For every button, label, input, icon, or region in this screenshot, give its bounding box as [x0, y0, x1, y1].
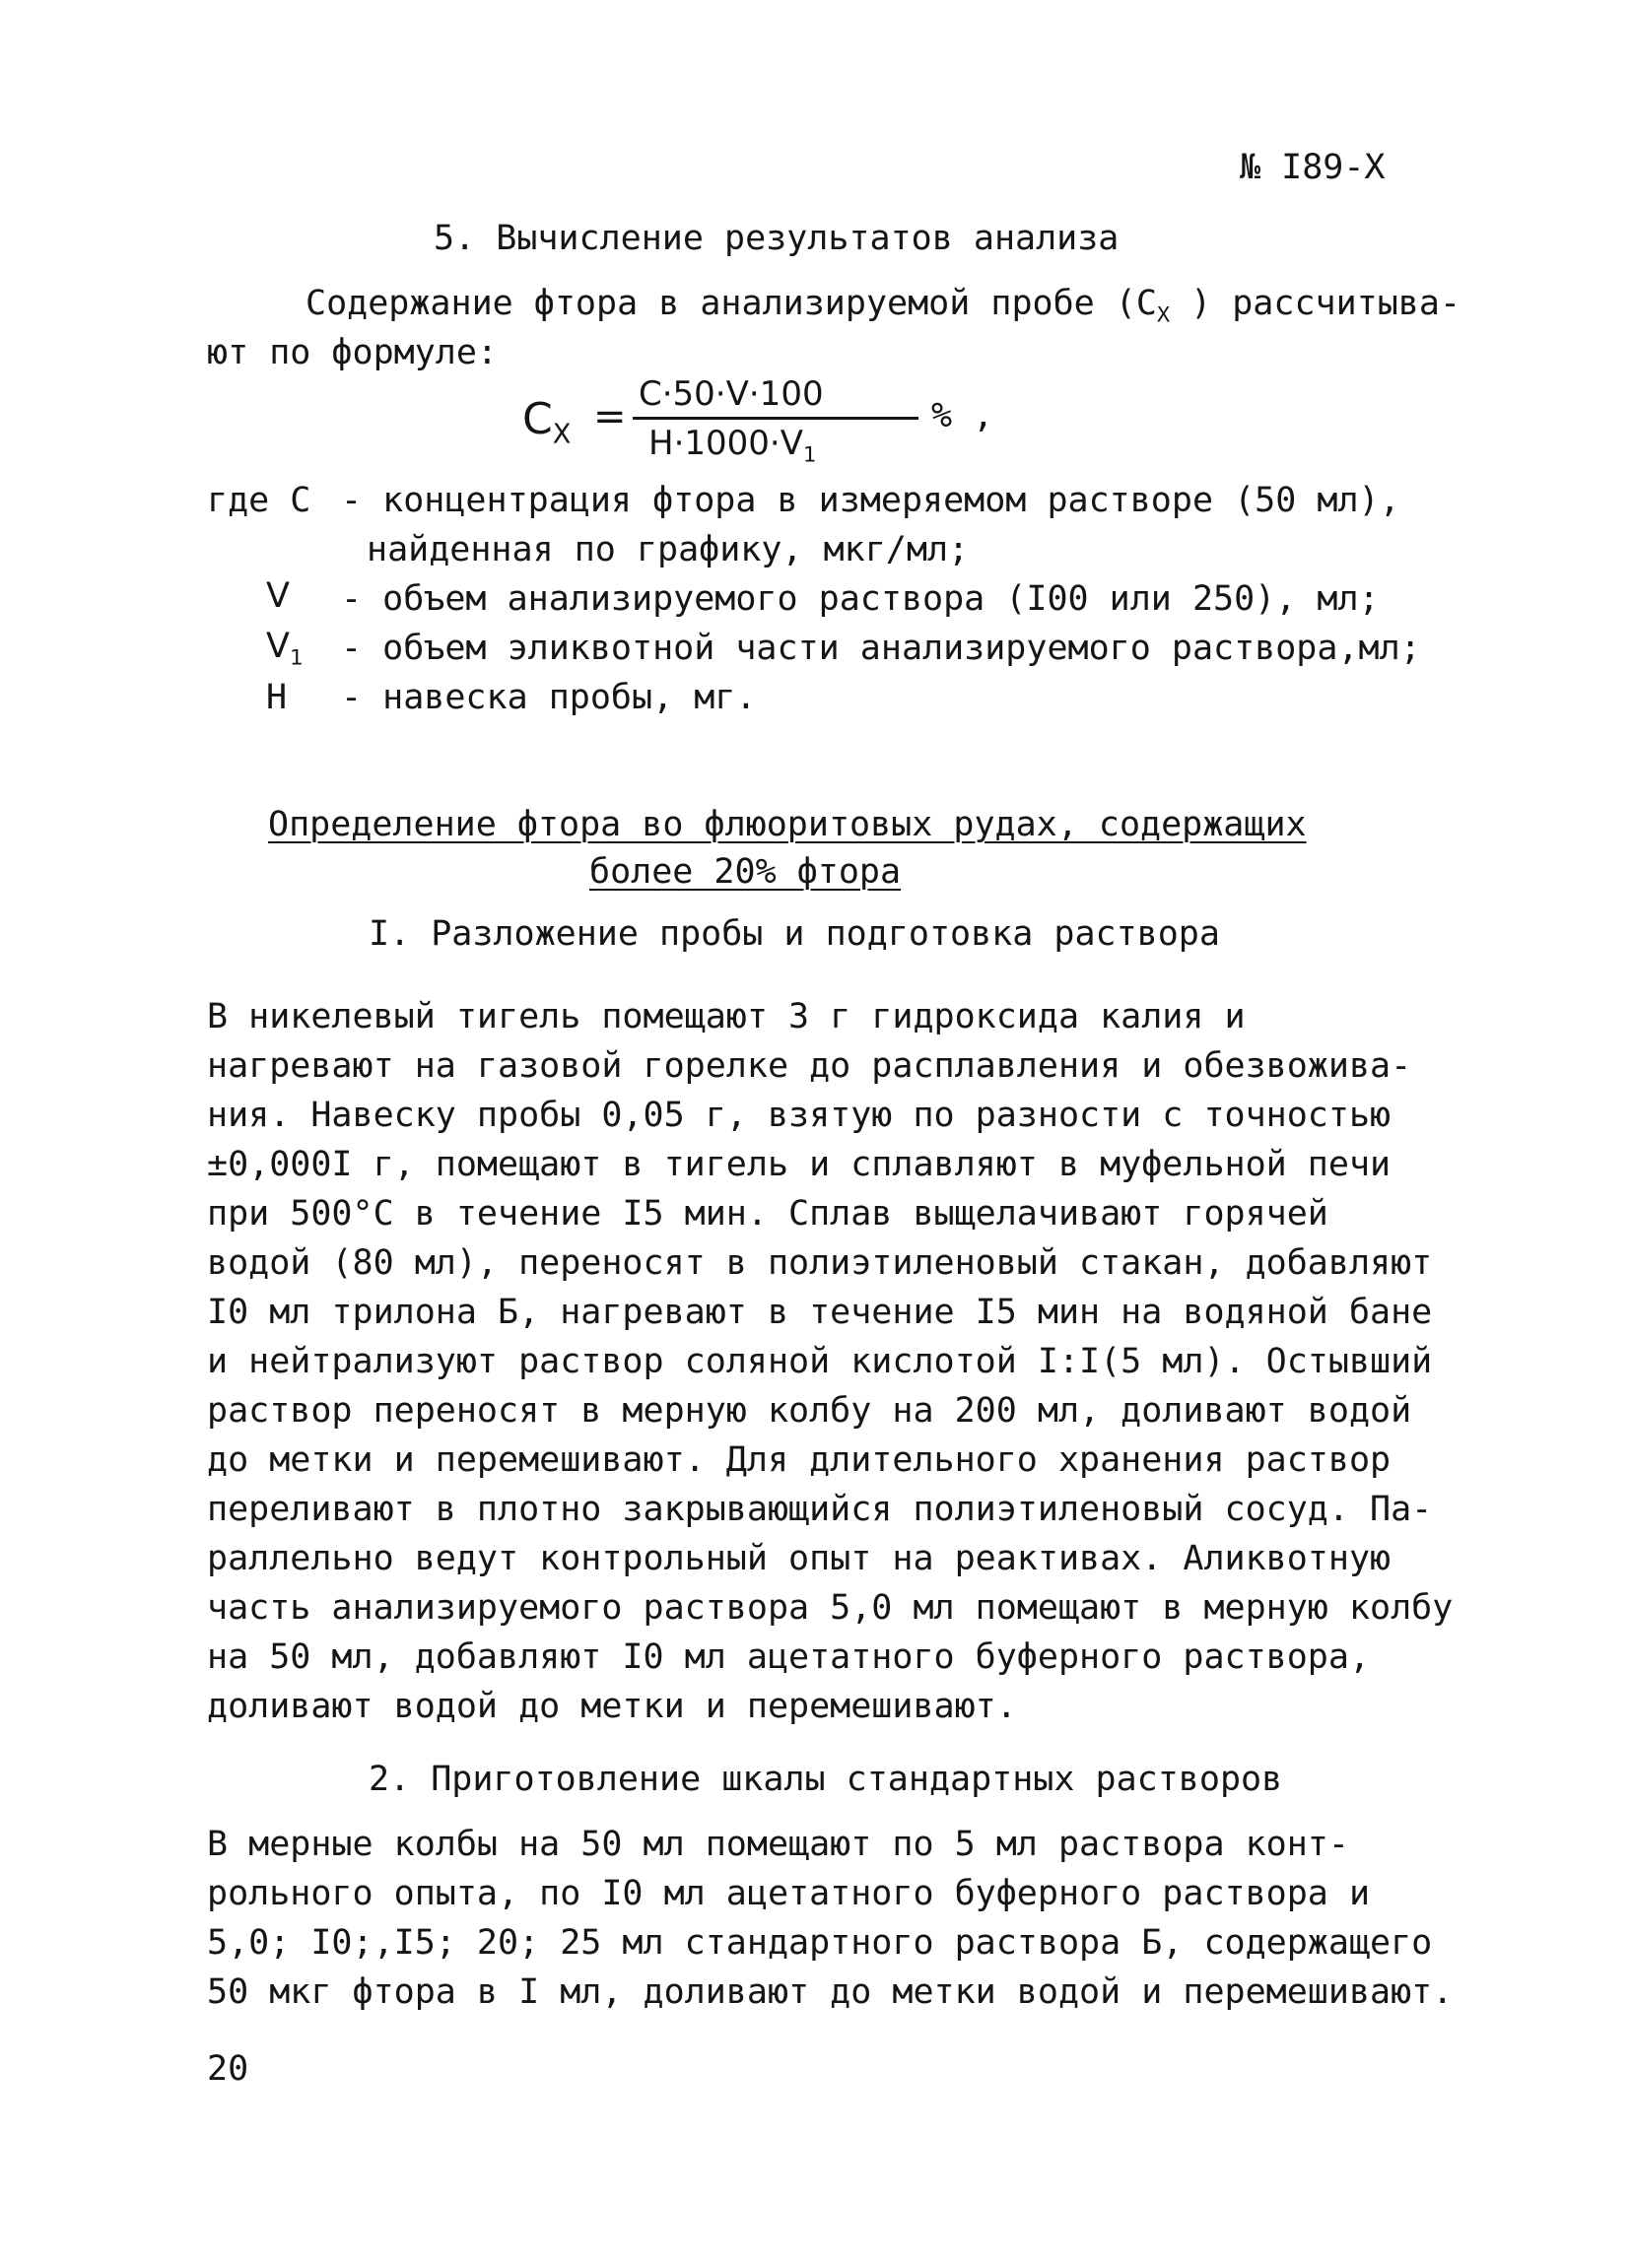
- body-line: нагревают на газовой горелке до расплавления и обезвожива-: [207, 1046, 1412, 1086]
- section-5-title: 5. Вычисление результатов анализа: [434, 219, 1120, 258]
- intro-text-1: Содержание фтора в анализируемой пробе (С: [306, 284, 1157, 323]
- body-line: раллельно ведут контрольный опыт на реактивах. Аликвотную: [207, 1539, 1392, 1578]
- body-line: на 50 мл, добавляют I0 мл ацетатного буферного раствора,: [207, 1637, 1371, 1677]
- document-number: № I89-X: [1240, 148, 1386, 187]
- definition-c-symbol: где С: [207, 481, 311, 520]
- body-line: В никелевый тигель помещают 3 г гидроксида калия и: [207, 997, 1246, 1036]
- body-line: водой (80 мл), переносят в полиэтиленовый стакан, добавляют: [207, 1243, 1433, 1283]
- definition-h-text: - навеска пробы, мг.: [341, 678, 757, 717]
- section-5-intro-line-2: ют по формуле:: [207, 333, 499, 372]
- definition-v1-symbol: $V_1$: [266, 627, 304, 671]
- subtitle-line-1: Определение фтора во флюоритовых рудах, содержащих: [268, 805, 1307, 844]
- intro-text-2: ) рассчитыва-: [1170, 284, 1461, 323]
- body-line: рольного опыта, по I0 мл ацетатного буферного раствора и: [207, 1874, 1371, 1913]
- body-line: до метки и перемешивают. Для длительного хранения раствор: [207, 1440, 1392, 1480]
- formula-denominator: $H\cdot 1000\cdot V_1$: [648, 424, 817, 467]
- intro-subscript: X: [1156, 302, 1171, 328]
- body-line: ±0,000I г, помещают в тигель и сплавляют в муфельной печи: [207, 1145, 1392, 1184]
- definition-c-text: - концентрация фтора в измеряемом растворе (50 мл),: [341, 481, 1400, 520]
- formula-percent: % ,: [931, 396, 994, 435]
- body-line: ния. Навеску пробы 0,05 г, взятую по разности с точностью: [207, 1096, 1392, 1135]
- section-5-intro-line-1: [306, 284, 1460, 328]
- definition-v-text: - объем анализируемого раствора (I00 или 250), мл;: [341, 579, 1380, 619]
- definition-v-symbol: V: [266, 576, 290, 616]
- section-2-title: 2. Приготовление шкалы стандартных растворов: [369, 1760, 1283, 1799]
- body-line: переливают в плотно закрывающийся полиэтиленовый сосуд. Па-: [207, 1490, 1433, 1529]
- body-line: часть анализируемого раствора 5,0 мл помещают в мерную колбу: [207, 1588, 1454, 1628]
- section-1-title: I. Разложение пробы и подготовка раствора: [369, 914, 1220, 954]
- body-line: раствор переносят в мерную колбу на 200 мл, доливают водой: [207, 1391, 1412, 1431]
- body-line: 5,0; I0;,I5; 20; 25 мл стандартного раствора Б, содержащего: [207, 1923, 1433, 1963]
- body-line: при 500°С в течение I5 мин. Сплав выщелачивают горячей: [207, 1194, 1328, 1234]
- body-line: и нейтрализуют раствор соляной кислотой I:I(5 мл). Остывший: [207, 1342, 1433, 1381]
- formula-numerator: C·50·V·100: [639, 374, 824, 414]
- body-line: 50 мкг фтора в I мл, доливают до метки водой и перемешивают.: [207, 1972, 1454, 2012]
- definition-c-text-2: найденная по графику, мкг/мл;: [367, 530, 970, 569]
- definition-v1-text: - объем эликвотной части анализируемого раствора,мл;: [341, 629, 1421, 668]
- subtitle-line-2: более 20% фтора: [589, 852, 902, 892]
- body-line: I0 мл трилона Б, нагревают в течение I5 мин на водяной бане: [207, 1293, 1433, 1332]
- fraction-bar: [633, 417, 918, 420]
- definition-h-symbol: Н: [266, 678, 288, 717]
- formula-lhs: $C_X$: [522, 394, 572, 450]
- page-number: 20: [207, 2049, 249, 2089]
- formula-equals: =: [593, 394, 627, 439]
- formula: [522, 374, 995, 473]
- body-line: доливают водой до метки и перемешивают.: [207, 1687, 1017, 1726]
- body-line: В мерные колбы на 50 мл помещают по 5 мл раствора конт-: [207, 1825, 1349, 1864]
